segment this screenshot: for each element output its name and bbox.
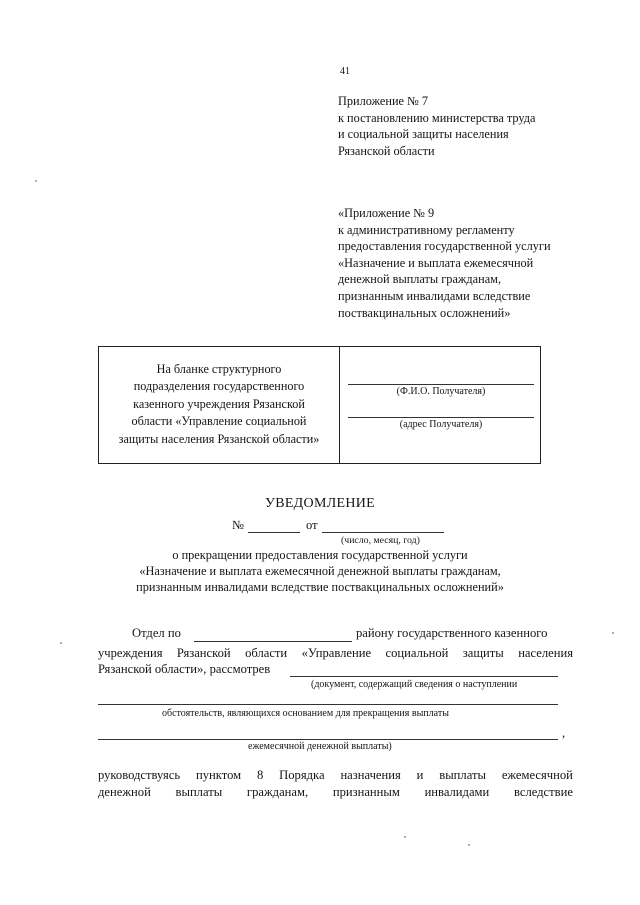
body-word: Порядка [279,768,325,782]
appendix-7-line: Рязанской области [338,143,435,158]
scan-speck [404,836,406,838]
body-word: вследствие [513,785,573,799]
header-table [98,346,541,464]
body-text: Рязанской области», рассмотрев [98,662,271,676]
trailing-comma: , [562,726,566,740]
document-title: УВЕДОМЛЕНИЕ [264,496,376,511]
letterhead-line: защиты населения Рязанской области» [118,431,320,446]
body-word: пунктом [196,768,242,782]
appendix-9-line: к административному регламенту [338,222,515,237]
scan-speck [468,844,470,846]
letterhead-placeholder [99,361,339,448]
letterhead-line: На бланке структурного [156,362,282,376]
letterhead-line: казенного учреждения Рязанской [133,396,305,411]
body-word: Рязанской [176,646,231,660]
appendix-9-header [338,205,551,321]
date-from-label: от [306,518,318,532]
scan-speck [612,632,614,634]
document-blank [290,676,558,677]
appendix-9-line: «Назначение и выплата ежемесячной [338,255,534,270]
subject-line: признанным инвалидами вследствие поствакцинальных осложнений» [136,580,504,594]
appendix-9-line: денежной выплаты гражданам, [338,272,502,287]
appendix-7-line: и социальной защиты населения [338,127,509,142]
appendix-7-line: Приложение № 7 [338,94,429,108]
body-word: руководствуясь [98,768,181,782]
body-line [98,646,573,661]
body-word: «Управление [301,646,372,660]
recipient-name-line [348,384,534,385]
body-word: гражданам, [246,785,309,799]
body-word: выплаты [175,785,223,799]
subject-line: о прекращении предоставления государственной услуги [172,548,468,562]
body-word: социальной [385,646,449,660]
body-word: признанным [332,785,400,799]
body-word: ежемесячной [501,768,573,782]
number-blank [248,532,300,533]
body-word: выплаты [439,768,486,782]
body-line [98,785,573,800]
body-word: и [416,768,424,782]
body-line [98,768,573,783]
appendix-9-line: поствакцинальных осложнений» [338,305,511,320]
document-blank-3 [98,739,558,740]
number-label: № [232,518,244,532]
page-number: 41 [340,66,350,77]
department-label: Отдел по [132,626,181,640]
appendix-9-line: «Приложение № 9 [338,206,435,220]
field-caption: обстоятельств, являющихся основанием для прекращения выплаты [162,708,449,719]
scan-speck [35,180,37,182]
appendix-7-line: к постановлению министерства труда [338,110,536,125]
document-blank-2 [98,704,558,705]
letterhead-line: области «Управление социальной [131,414,307,429]
recipient-name-label: (Ф.И.О. Получателя) [396,386,486,397]
body-word: области [245,646,288,660]
body-word: инвалидами [424,785,490,799]
body-word: денежной [98,785,151,799]
district-blank [194,641,352,642]
body-word: 8 [256,768,264,782]
appendix-9-line: признанным инвалидами вследствие [338,288,531,303]
recipient-address-label: (адрес Получателя) [399,419,483,430]
recipient-address-line [348,417,534,418]
date-blank [322,532,444,533]
table-divider [339,347,340,463]
field-caption: ежемесячной денежной выплаты) [248,741,392,752]
body-word: защиты [462,646,504,660]
scan-speck [60,642,62,644]
body-word: учреждения [98,646,163,660]
body-word: назначения [340,768,401,782]
appendix-9-line: предоставления государственной услуги [338,239,551,254]
field-caption: (документ, содержащий сведения о наступлении [311,679,518,690]
body-text: району государственного казенного [356,626,548,640]
body-word: населения [518,646,573,660]
subject-line: «Назначение и выплата ежемесячной денежной выплаты гражданам, [139,564,501,578]
date-caption: (число, месяц, год) [341,535,420,546]
letterhead-line: подразделения государственного [133,379,305,394]
appendix-7-header [338,93,535,159]
